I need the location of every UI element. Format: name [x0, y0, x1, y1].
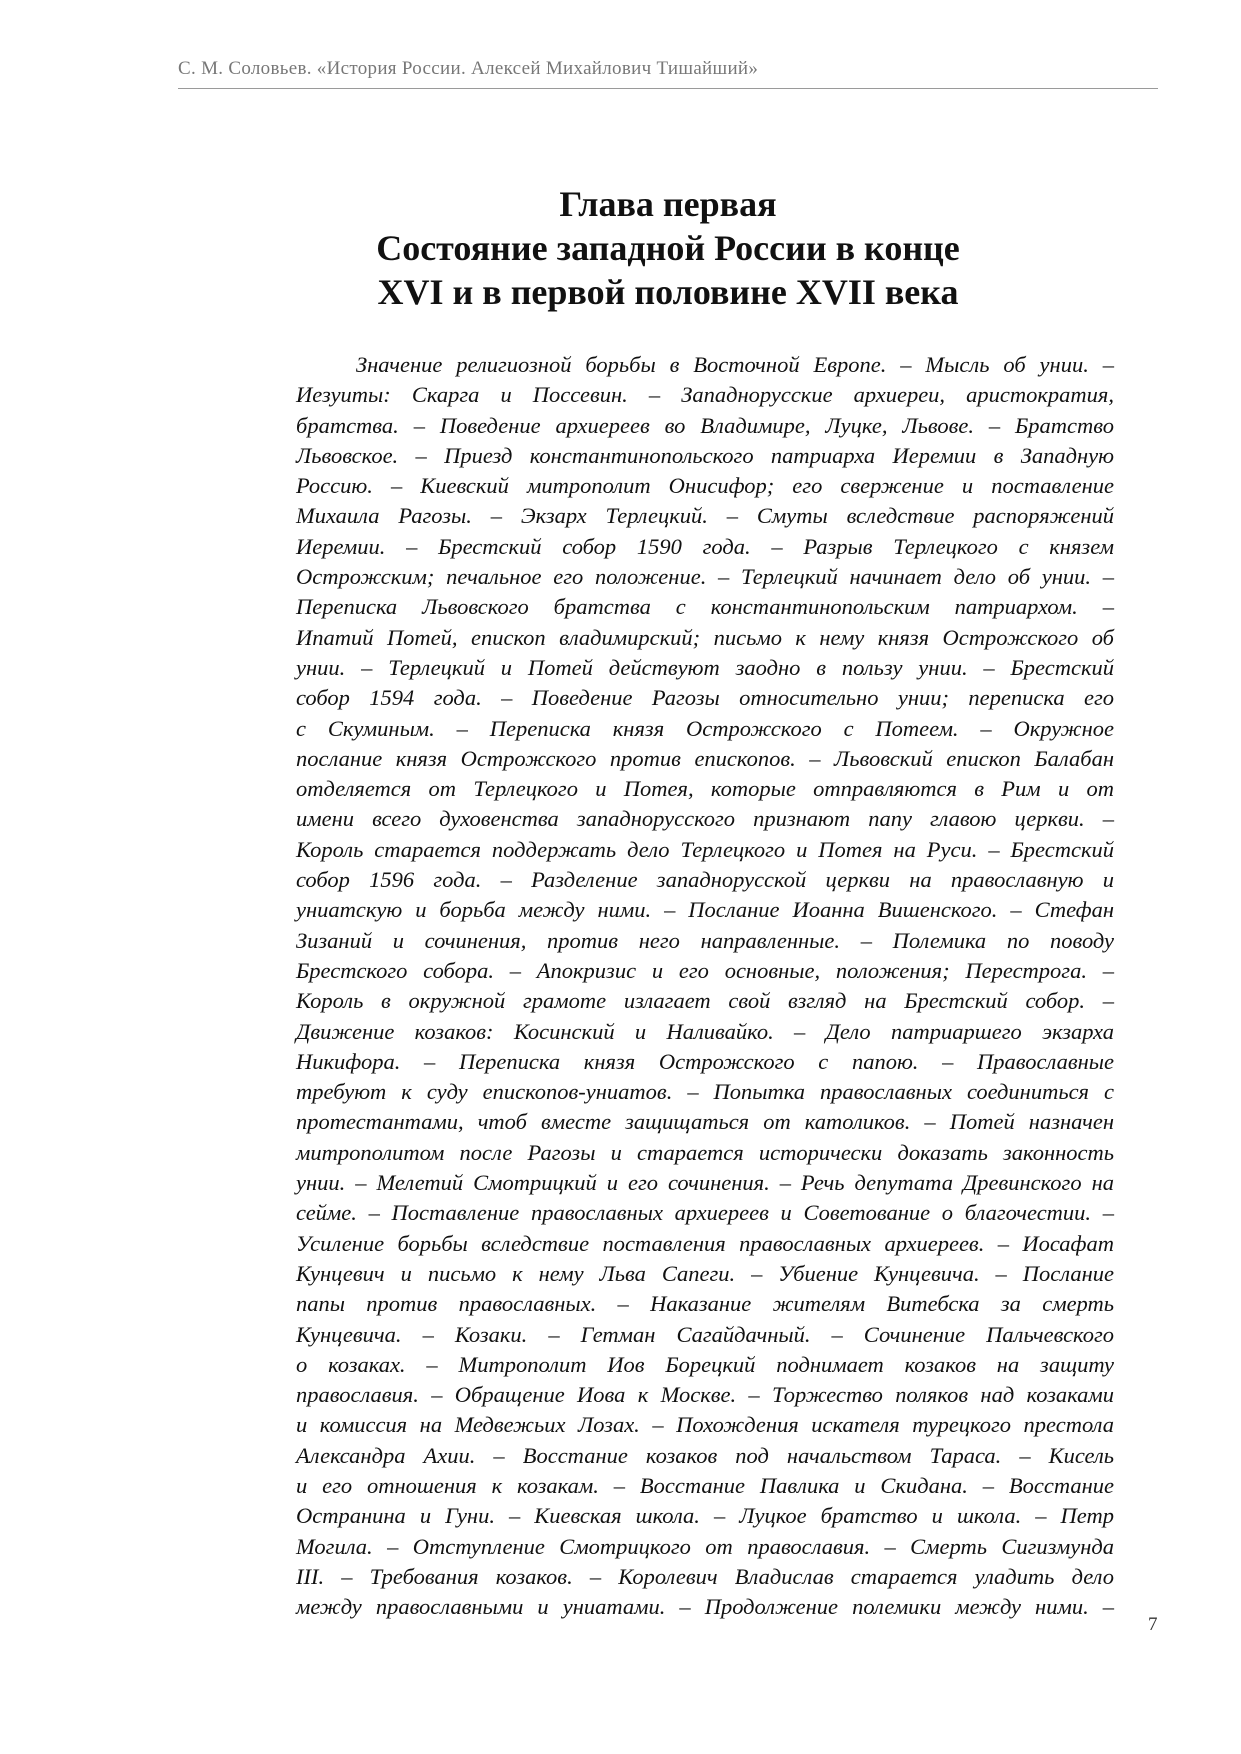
summary-line: III. – Требования козаков. – Королевич Владислав старается уладить дело — [296, 1563, 1114, 1589]
summary-line: Король старается поддержать дело Терлецкого и Потея на Руси. – Брестский — [296, 836, 1114, 862]
summary-line: Движение козаков: Косинский и Наливайко. – Дело патриаршего экзарха — [296, 1018, 1114, 1044]
summary-line: сейме. – Поставление православных архиереев и Советование о благочестии. – — [296, 1200, 1114, 1226]
summary-line: Значение религиозной борьбы в Восточной Европе. – Мысль об унии. – — [356, 352, 1114, 377]
summary-line: Александра Ахии. – Восстание козаков под начальством Тараса. – Кисель — [296, 1442, 1114, 1468]
summary-line: собор 1594 года. – Поведение Рагозы относительно унии; переписка его — [296, 685, 1114, 711]
summary-line: Острожским; печальное его положение. – Терлецкий начинает дело об унии. – — [296, 564, 1114, 590]
summary-line: униатскую и борьба между ними. – Послание Иоанна Вишенского. – Стефан — [296, 897, 1114, 923]
chapter-summary — [296, 350, 1114, 1622]
summary-line: Переписка Львовского братства с константинопольским патриархом. – — [296, 594, 1114, 620]
summary-line: Львовское. – Приезд константинопольского патриарха Иеремии в Западную — [296, 442, 1114, 468]
summary-line: требуют к суду епископов-униатов. – Попытка православных соединиться с — [296, 1079, 1114, 1105]
chapter-title-line: XVI и в первой половине XVII века — [377, 272, 959, 312]
summary-line: и его отношения к козакам. – Восстание Павлика и Скидана. – Восстание — [296, 1472, 1114, 1498]
summary-line: Брестского собора. – Апокризис и его основные, положения; Перестрога. – — [296, 957, 1114, 983]
summary-line: о козаках. – Митрополит Иов Борецкий поднимает козаков на защиту — [296, 1351, 1114, 1377]
summary-line: папы против православных. – Наказание жителям Витебска за смерть — [296, 1291, 1114, 1317]
summary-line: Кунцевич и письмо к нему Льва Сапеги. – Убиение Кунцевича. – Послание — [296, 1260, 1114, 1286]
summary-line: протестантами, чтоб вместе защищаться от католиков. – Потей назначен — [296, 1109, 1114, 1135]
summary-line: Король в окружной грамоте излагает свой взгляд на Брестский собор. – — [296, 988, 1114, 1014]
summary-line: братства. – Поведение архиереев во Владимире, Луцке, Львове. – Братство — [296, 412, 1114, 438]
summary-line: Иезуиты: Скарга и Поссевин. – Западнорусские архиереи, аристократия, — [296, 382, 1114, 408]
summary-line: между православными и униатами. – Продолжение полемики между ними. – — [296, 1594, 1114, 1620]
summary-line: Могила. – Отступление Смотрицкого от православия. – Смерть Сигизмунда — [296, 1533, 1114, 1559]
summary-line: Иеремии. – Брестский собор 1590 года. – Разрыв Терлецкого с князем — [296, 533, 1114, 559]
summary-line: Россию. – Киевский митрополит Онисифор; его свержение и поставление — [296, 473, 1114, 499]
chapter-title — [178, 182, 1158, 314]
summary-line: и комиссия на Медвежьих Лозах. – Похождения искателя турецкого престола — [296, 1412, 1114, 1438]
summary-line: отделяется от Терлецкого и Потея, которые отправляются в Рим и от — [296, 776, 1114, 802]
summary-line: Никифора. – Переписка князя Острожского с папою. – Православные — [296, 1048, 1114, 1074]
summary-line: митрополитом после Рагозы и старается исторически доказать законность — [296, 1139, 1114, 1165]
summary-line: собор 1596 года. – Разделение западнорусской церкви на православную и — [296, 867, 1114, 893]
summary-line: имени всего духовенства западнорусского признают папу главою церкви. – — [296, 806, 1114, 832]
chapter-title-line: Состояние западной России в конце — [376, 228, 960, 268]
page-number: 7 — [1148, 1614, 1158, 1635]
summary-line: православия. – Обращение Иова к Москве. – Торжество поляков над козаками — [296, 1382, 1114, 1408]
summary-line: Зизаний и сочинения, против него направленные. – Полемика по поводу — [296, 927, 1114, 953]
summary-line: Ипатий Потей, епископ владимирский; письмо к нему князя Острожского об — [296, 624, 1114, 650]
summary-line: Михаила Рагозы. – Экзарх Терлецкий. – Смуты вследствие распоряжений — [296, 503, 1114, 529]
header-divider — [178, 88, 1158, 89]
running-header: С. М. Соловьев. «История России. Алексей Михайлович Тишайший» — [178, 58, 759, 79]
summary-line: с Скуминым. – Переписка князя Острожского с Потеем. – Окружное — [296, 715, 1114, 741]
chapter-title-line: Глава первая — [559, 184, 777, 224]
summary-line: унии. – Мелетий Смотрицкий и его сочинения. – Речь депутата Древинского на — [296, 1170, 1114, 1196]
summary-line: Кунцевича. – Козаки. – Гетман Сагайдачный. – Сочинение Пальчевского — [296, 1321, 1114, 1347]
summary-line: Усиление борьбы вследствие поставления православных архиереев. – Иосафат — [296, 1230, 1114, 1256]
summary-line: Остранина и Гуни. – Киевская школа. – Луцкое братство и школа. – Петр — [296, 1503, 1114, 1529]
summary-line: унии. – Терлецкий и Потей действуют заодно в пользу унии. – Брестский — [296, 654, 1114, 680]
summary-line: послание князя Острожского против епископов. – Львовский епископ Балабан — [296, 745, 1114, 771]
